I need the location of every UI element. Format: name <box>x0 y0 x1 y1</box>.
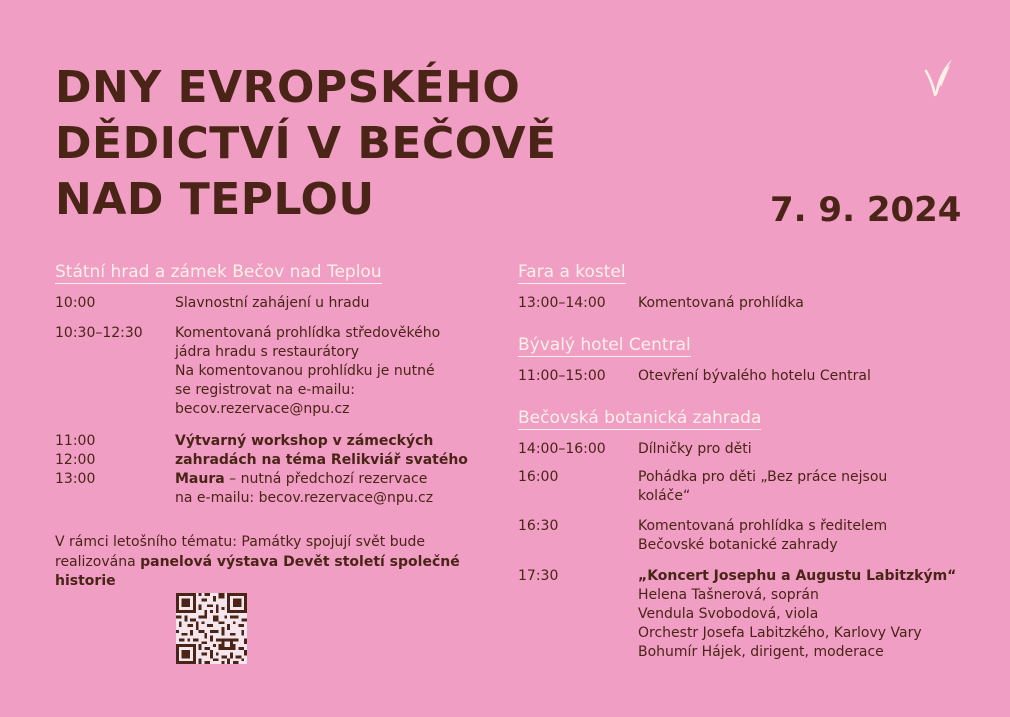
section-title-castle: Státní hrad a zámek Bečov nad Teplou <box>55 262 382 282</box>
event-times: 11:00 12:00 13:00 <box>55 433 96 487</box>
event-time: 11:00–15:00 <box>518 368 606 384</box>
event-text: Komentovaná prohlídka <box>638 295 804 311</box>
event-time: 17:30 <box>518 568 559 584</box>
event-time: 10:00 <box>55 295 96 311</box>
section-title-hotel: Bývalý hotel Central <box>518 335 691 355</box>
section-title-parish: Fara a kostel <box>518 262 626 282</box>
event-time: 13:00–14:00 <box>518 295 606 311</box>
event-time: 16:30 <box>518 518 559 534</box>
event-text: „Koncert Josephu a Augustu Labitzkým“ Helena Tašnerová, soprán Vendula Svobodová, viola Orchestr Josefa Labitzkého, Karlovy Vary Bohumír Hájek, dirigent, moderace <box>638 568 957 660</box>
qr-code[interactable] <box>176 593 247 664</box>
event-text: Pohádka pro děti „Bez práce nejsou koláče“ <box>638 469 888 504</box>
event-text: Výtvarný workshop v zámeckých zahradách na téma Relikviář svatého Maura – nutná předchozí rezervace na e-mailu: becov.rezervace@npu.cz <box>175 433 468 506</box>
event-text: Dílničky pro děti <box>638 441 752 457</box>
event-text: Komentovaná prohlídka středověkého jádra hradu s restaurátory Na komentovanou prohlídku je nutné se registrovat na e-mailu: becov.rezervace@npu.cz <box>175 325 441 417</box>
section-title-garden: Bečovská botanická zahrada <box>518 408 762 428</box>
event-time: 16:00 <box>518 469 559 485</box>
event-date: 7. 9. 2024 <box>770 190 962 230</box>
npu-logo-icon <box>922 57 956 97</box>
title-line-1: DNY EVROPSKÉHO <box>55 62 521 113</box>
title-line-3: NAD TEPLOU <box>55 174 375 225</box>
event-time: 10:30–12:30 <box>55 325 143 341</box>
page-title <box>55 60 655 228</box>
event-text: Komentovaná prohlídka s ředitelem Bečovské botanické zahrady <box>638 518 888 553</box>
event-text: Slavnostní zahájení u hradu <box>175 295 370 311</box>
event-time: 14:00–16:00 <box>518 441 606 457</box>
exhibition-note: V rámci letošního tématu: Památky spojují svět bude realizována panelová výstava Devět století společné historie <box>55 534 460 589</box>
event-text: Otevření bývalého hotelu Central <box>638 368 871 384</box>
title-line-2: DĚDICTVÍ V BEČOVĚ <box>55 118 557 169</box>
